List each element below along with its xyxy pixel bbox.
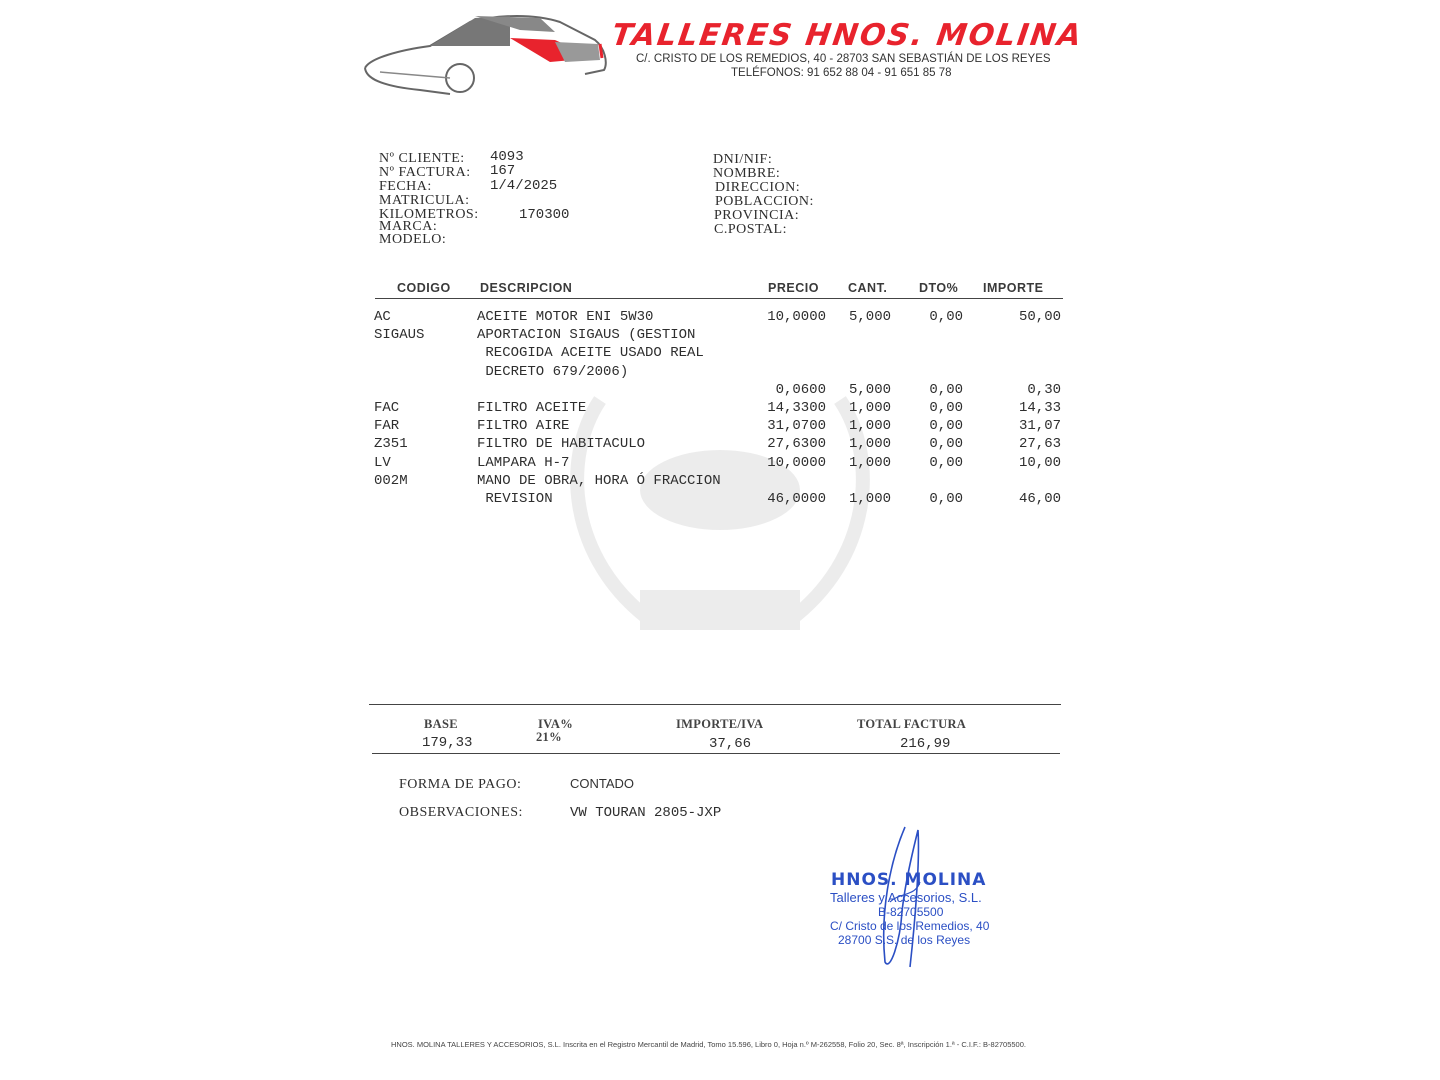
- value-fecha: 1/4/2025: [490, 178, 558, 194]
- cell-precio: 10,0000: [767, 309, 826, 325]
- stamp-line-5: 28700 S.S. de los Reyes: [838, 933, 971, 947]
- label-total: TOTAL FACTURA: [857, 717, 967, 731]
- cell-importe: 27,63: [1018, 436, 1061, 453]
- cell-dto: 0,00: [929, 309, 963, 325]
- cell-cant: 5,000: [848, 309, 891, 325]
- label-iva: IVA%: [538, 717, 574, 731]
- cell-desc: FILTRO AIRE: [477, 418, 570, 435]
- cell-desc: APORTACION SIGAUS (GESTION: [477, 327, 696, 344]
- label-base: BASE: [424, 717, 458, 731]
- cell-codigo: SIGAUS: [374, 327, 425, 344]
- cell-desc: FILTRO ACEITE: [477, 400, 587, 416]
- col-header-descripcion: DESCRIPCION: [480, 281, 573, 295]
- col-header-precio: PRECIO: [768, 281, 819, 295]
- cell-cant: 1,000: [848, 436, 891, 453]
- cell-desc: DECRETO 679/2006): [477, 363, 629, 380]
- label-kilometros: KILOMETROS:: [379, 207, 479, 222]
- cell-cant: 1,000: [848, 454, 891, 471]
- company-name: TALLERES HNOS. MOLINA: [609, 18, 1086, 53]
- value-observaciones: VW TOURAN 2805-JXP: [570, 805, 722, 821]
- cell-codigo: FAR: [374, 418, 400, 435]
- cell-dto: 0,00: [929, 381, 963, 398]
- label-importe-iva: IMPORTE/IVA: [676, 717, 764, 731]
- company-address: C/. CRISTO DE LOS REMEDIOS, 40 - 28703 SAN SEBASTIÁN DE LOS REYES: [636, 53, 1051, 65]
- label-cpostal: C.POSTAL:: [714, 222, 788, 237]
- label-modelo: MODELO:: [379, 232, 447, 247]
- stamp-line-2: Talleres y Accesorios, S.L.: [830, 890, 982, 905]
- cell-desc: RECOGIDA ACEITE USADO REAL: [477, 345, 704, 362]
- cell-codigo: AC: [374, 309, 391, 325]
- cell-desc: ACEITE MOTOR ENI 5W30: [477, 309, 654, 325]
- cell-dto: 0,00: [929, 418, 963, 435]
- cell-cant: 5,000: [848, 381, 891, 398]
- cell-dto: 0,00: [929, 436, 963, 453]
- cell-importe: 46,00: [1018, 491, 1061, 507]
- value-factura: 167: [490, 163, 516, 179]
- label-marca: MARCA:: [379, 219, 438, 234]
- value-kilometros: 170300: [519, 207, 570, 223]
- label-cliente: Nº CLIENTE:: [379, 151, 465, 166]
- car-logo-icon: [360, 8, 610, 98]
- label-forma-pago: FORMA DE PAGO:: [399, 777, 522, 792]
- company-phones: TELÉFONOS: 91 652 88 04 - 91 651 85 78: [731, 67, 952, 79]
- col-header-cant: CANT.: [848, 281, 888, 295]
- cell-importe: 31,07: [1018, 418, 1061, 435]
- col-header-dto: DTO%: [919, 281, 959, 295]
- col-header-codigo: CODIGO: [397, 281, 451, 295]
- cell-dto: 0,00: [929, 400, 963, 416]
- stamp-line-4: C/ Cristo de los Remedios, 40: [830, 919, 990, 933]
- cell-codigo: LV: [374, 454, 391, 471]
- signature-icon: [860, 822, 950, 972]
- cell-codigo: Z351: [374, 436, 408, 453]
- value-cliente: 4093: [490, 149, 524, 165]
- totals-bottom-rule: [372, 753, 1060, 754]
- label-matricula: MATRICULA:: [379, 193, 470, 208]
- legal-footer: HNOS. MOLINA TALLERES Y ACCESORIOS, S.L. Inscrita en el Registro Mercantil de Madrid, Tomo 15.596, Libro 0, Hoja n.º M-262558, Folio 20, Sec. 8ª, Inscripción 1.ª - C.I.F.: B-82705500.: [391, 1040, 1026, 1049]
- value-importe-iva: 37,66: [709, 736, 752, 752]
- value-iva: 21%: [536, 730, 562, 744]
- cell-precio: 31,0700: [767, 418, 826, 435]
- cell-desc: MANO DE OBRA, HORA Ó FRACCION: [477, 472, 721, 489]
- value-total: 216,99: [900, 736, 951, 752]
- cell-precio: 0,0600: [775, 381, 826, 398]
- cell-precio: 46,0000: [767, 491, 826, 507]
- cell-importe: 0,30: [1027, 381, 1061, 398]
- cell-cant: 1,000: [848, 400, 891, 416]
- cell-desc: LAMPARA H-7: [477, 454, 570, 471]
- header-rule: [375, 298, 1063, 299]
- cell-importe: 50,00: [1018, 309, 1061, 325]
- label-observaciones: OBSERVACIONES:: [399, 805, 523, 820]
- label-fecha: FECHA:: [379, 179, 432, 194]
- stamp-line-3: B-82705500: [878, 905, 944, 919]
- totals-top-rule: [369, 704, 1061, 705]
- label-dni: DNI/NIF:: [713, 152, 773, 167]
- cell-precio: 14,3300: [767, 400, 826, 416]
- cell-dto: 0,00: [929, 491, 963, 507]
- cell-codigo: 002M: [374, 472, 408, 489]
- cell-cant: 1,000: [848, 418, 891, 435]
- label-nombre: NOMBRE:: [713, 166, 781, 181]
- cell-desc: REVISION: [477, 491, 553, 507]
- cell-importe: 14,33: [1018, 400, 1061, 416]
- label-factura: Nº FACTURA:: [379, 165, 471, 180]
- value-base: 179,33: [422, 735, 473, 751]
- col-header-importe: IMPORTE: [983, 281, 1044, 295]
- stamp-line-1: HNOS. MOLINA: [831, 870, 987, 890]
- value-forma-pago: CONTADO: [570, 776, 635, 791]
- label-provincia: PROVINCIA:: [714, 208, 800, 223]
- label-direccion: DIRECCION:: [715, 180, 801, 195]
- label-poblacion: POBLACCION:: [715, 194, 814, 209]
- cell-desc: FILTRO DE HABITACULO: [477, 436, 646, 453]
- cell-precio: 27,6300: [767, 436, 826, 453]
- cell-importe: 10,00: [1018, 454, 1061, 471]
- cell-precio: 10,0000: [767, 454, 826, 471]
- cell-cant: 1,000: [848, 491, 891, 507]
- cell-dto: 0,00: [929, 454, 963, 471]
- cell-codigo: FAC: [374, 400, 400, 416]
